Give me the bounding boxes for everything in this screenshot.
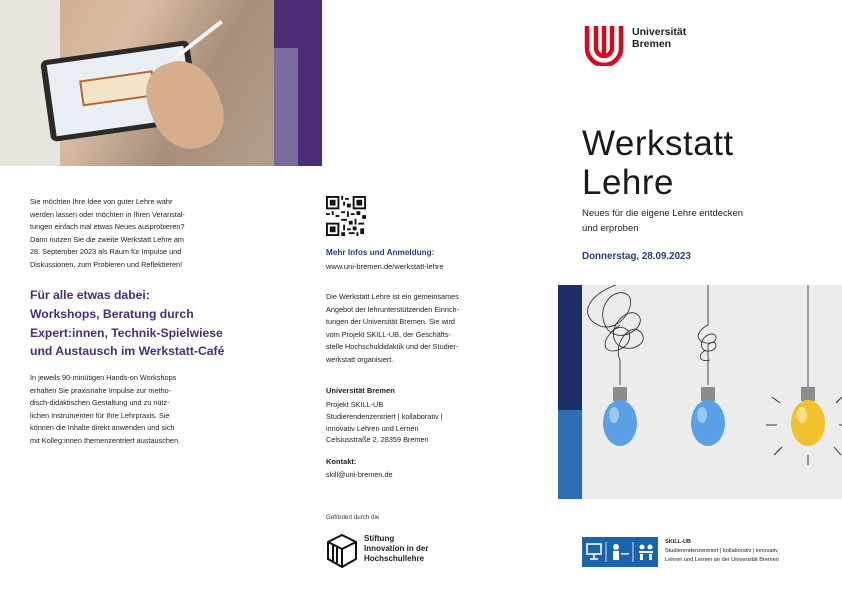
contact-email[interactable]: skill@uni-bremen.de [326,470,393,479]
workshops-text: In jeweils 90-minütigen Hands-on Workshops erhalten Sie praxisnahe Impulse zur metho- disch-didaktischen Gestaltung und zu nütz- lichen Instrumenten für Ihre Lehrpraxis. Sie können die Inhalte direkt anwenden und sich mit Kolleg:innen themenzentriert austauschen. [30,373,181,445]
blue-stripe [558,410,582,499]
blue-bulb-left [603,387,637,446]
more-info-heading: Mehr Infos und Anmeldung: [326,248,435,257]
lightbulb-illustration [558,285,842,499]
skill-ub-tagline: Studierendenzentriert | kollaborativ | innovativ Lehren und Lernen an der Universität Bremen [665,548,779,563]
intro-text: Sie möchten Ihre Idee von guter Lehre wahr werden lassen oder möchten in Ihren Veranstal- tungen einfach mal etwas Neues ausprobieren? Dann nutzen Sie die zweite Werkstatt Lehre am 28. September 2023 als Raum für Impulse und Diskussionen, zum Probieren und Reflektieren! [30,197,185,269]
lightbulb-svg [558,285,842,499]
event-subtitle: Neues für die eigene Lehre entdecken und erproben [582,208,744,234]
highlight-headline: Für alle etwas dabei: Workshops, Beratung durch Expert:innen, Technik-Spielwiese und Austausch im Werkstatt-Café [30,288,225,359]
group-icon [639,545,653,561]
photo-screen-diagram [79,70,156,106]
contact-title: Kontakt: [326,457,357,466]
qr-code-icon[interactable] [326,196,366,236]
skill-ub-logo [582,537,658,567]
blue-bulb-middle [691,387,725,446]
yellow-bulb-right [766,387,842,465]
skill-ub-text [665,538,779,565]
address-text: Projekt SKILL-UB Studierendenzentriert | kollaborativ | innovativ Lehren und Lernen Celsiusstraße 2, 28359 Bremen [326,400,443,445]
foundation-name: Stiftung Innovation in der Hochschullehre [364,534,429,563]
skill-ub-label: SKILL-UB [665,539,692,545]
purple-accent-stripe [274,48,298,166]
registration-link[interactable]: www.uni-bremen.de/werkstatt-lehre [326,262,444,271]
about-text: Die Werkstatt Lehre ist ein gemeinsames Angebot der lehrunterstützenden Einrich- tungen der Universität Bremen. Sie wird vom Projekt SKILL-UB, der Geschäfts- stelle Hochschuldidaktik und der Studier- werkstatt organisiert. [326,292,460,364]
event-title: Werkstatt Lehre [582,124,734,202]
navy-stripe [558,285,582,410]
event-date: Donnerstag, 28.09.2023 [582,251,691,262]
funded-by-label: Gefördert durch die [326,514,380,521]
monitor-icon [587,544,601,559]
university-name: Universität Bremen [632,26,687,50]
teacher-icon [613,544,629,560]
uni-bremen-logo-icon [583,24,625,66]
stiftung-logo-icon [326,533,358,569]
address-title: Universität Bremen [326,386,395,395]
